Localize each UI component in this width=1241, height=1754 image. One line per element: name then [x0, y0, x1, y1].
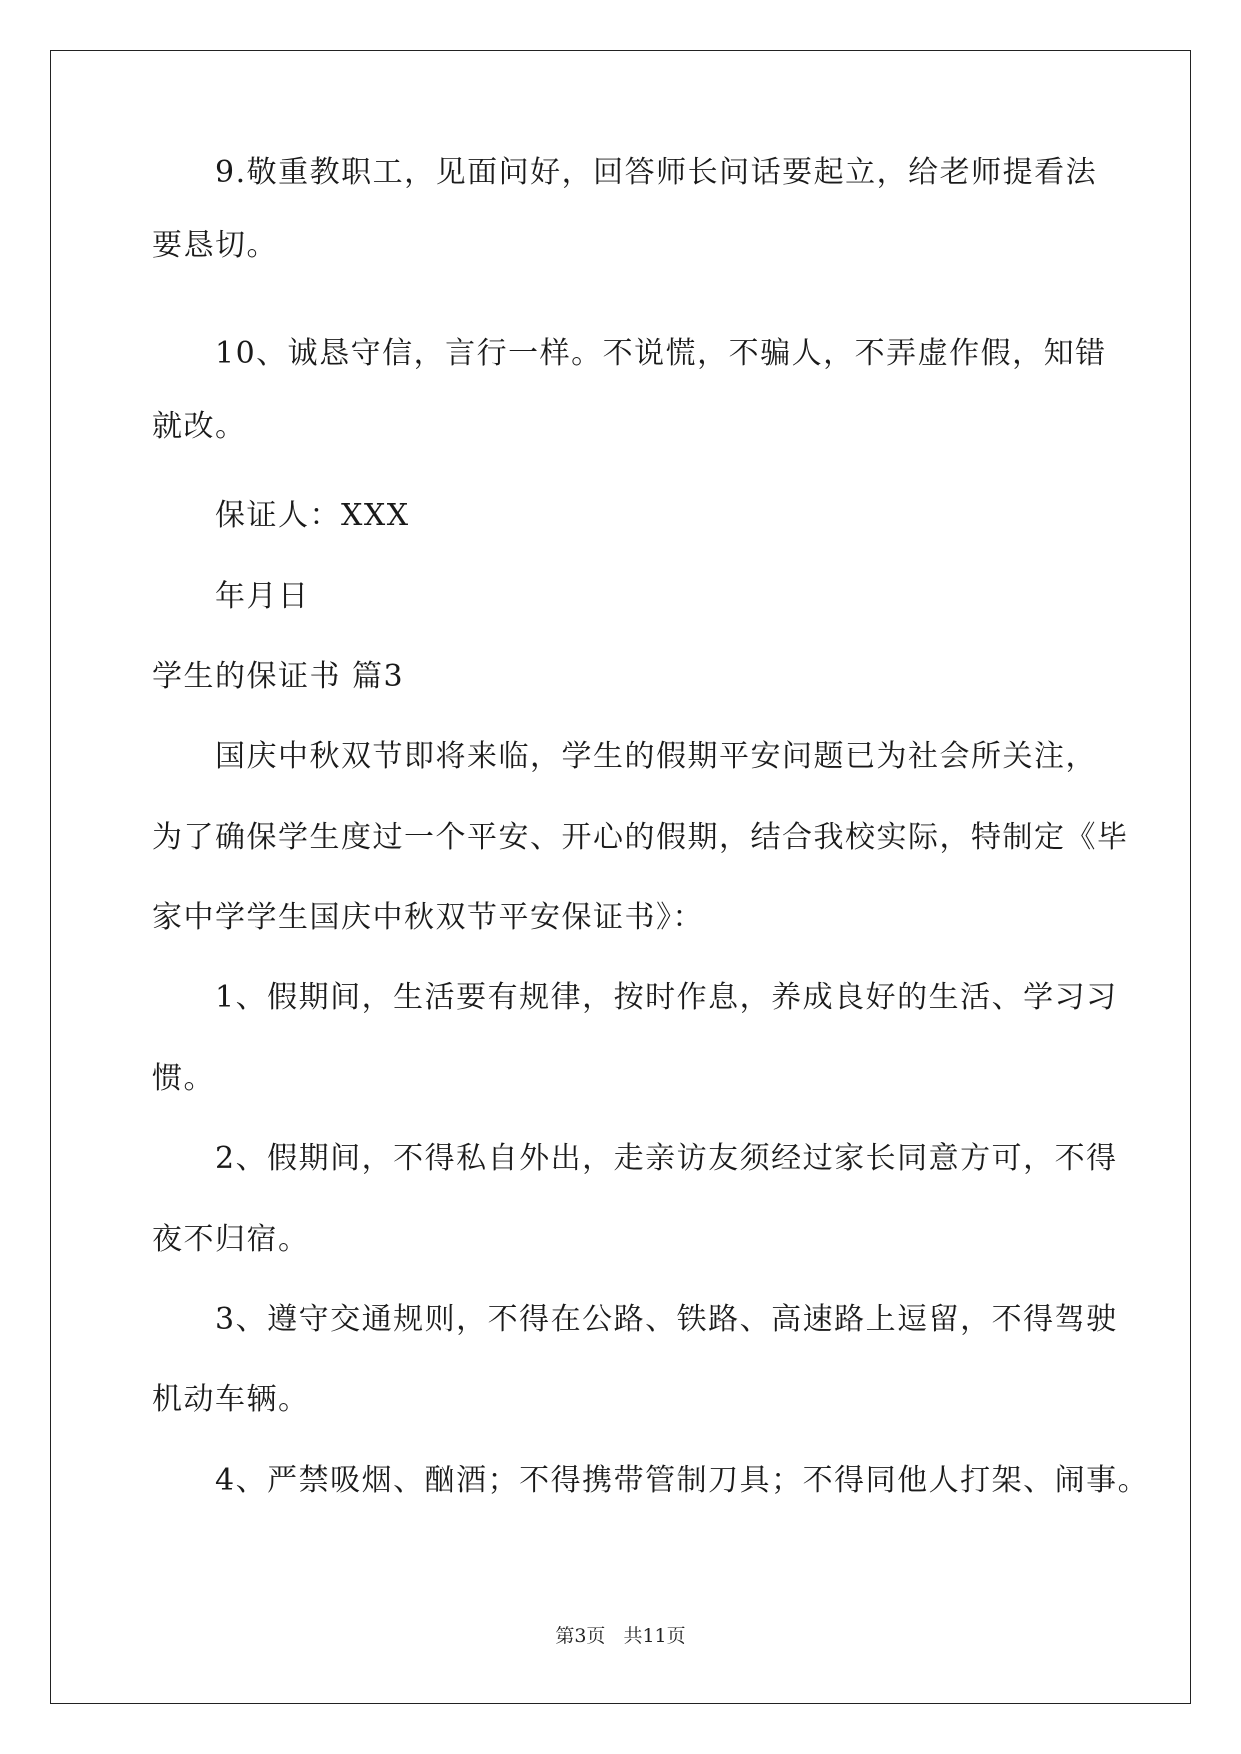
- paragraph-line: 为了确保学生度过一个平安、开心的假期，结合我校实际，特制定《毕: [152, 820, 1129, 855]
- paragraph-line: 3、遵守交通规则，不得在公路、铁路、高速路上逗留，不得驾驶: [215, 1302, 1118, 1337]
- paragraph-line: 要恳切。: [152, 228, 278, 263]
- paragraph-line: 惯。: [152, 1061, 215, 1096]
- paragraph-line: 10、诚恳守信，言行一样。不说慌，不骗人，不弄虚作假，知错: [215, 336, 1107, 371]
- paragraph-line: 家中学学生国庆中秋双节平安保证书》：: [152, 900, 704, 935]
- paragraph-line: 国庆中秋双节即将来临，学生的假期平安问题已为社会所关注，: [215, 739, 1097, 774]
- page-number: 第3页: [555, 1625, 606, 1647]
- page-footer: [0, 1624, 1241, 1648]
- paragraph-line: 9.敬重教职工，见面问好，回答师长问话要起立，给老师提看法: [215, 155, 1098, 190]
- paragraph-line: 2、假期间，不得私自外出，走亲访友须经过家长同意方可，不得: [215, 1141, 1118, 1176]
- section-heading: 学生的保证书 篇3: [152, 659, 405, 694]
- date-line: 年月日: [215, 579, 310, 614]
- paragraph-line: 4、严禁吸烟、酗酒；不得携带管制刀具；不得同他人打架、闹事。: [215, 1463, 1150, 1498]
- paragraph-line: 机动车辆。: [152, 1382, 310, 1417]
- paragraph-line: 夜不归宿。: [152, 1222, 310, 1257]
- signatory-line: 保证人：XXX: [215, 498, 410, 533]
- page-border: [50, 50, 1191, 1704]
- paragraph-line: 1、假期间，生活要有规律，按时作息，养成良好的生活、学习习: [215, 980, 1118, 1015]
- paragraph-line: 就改。: [152, 409, 247, 444]
- page-total: 共11页: [623, 1625, 686, 1647]
